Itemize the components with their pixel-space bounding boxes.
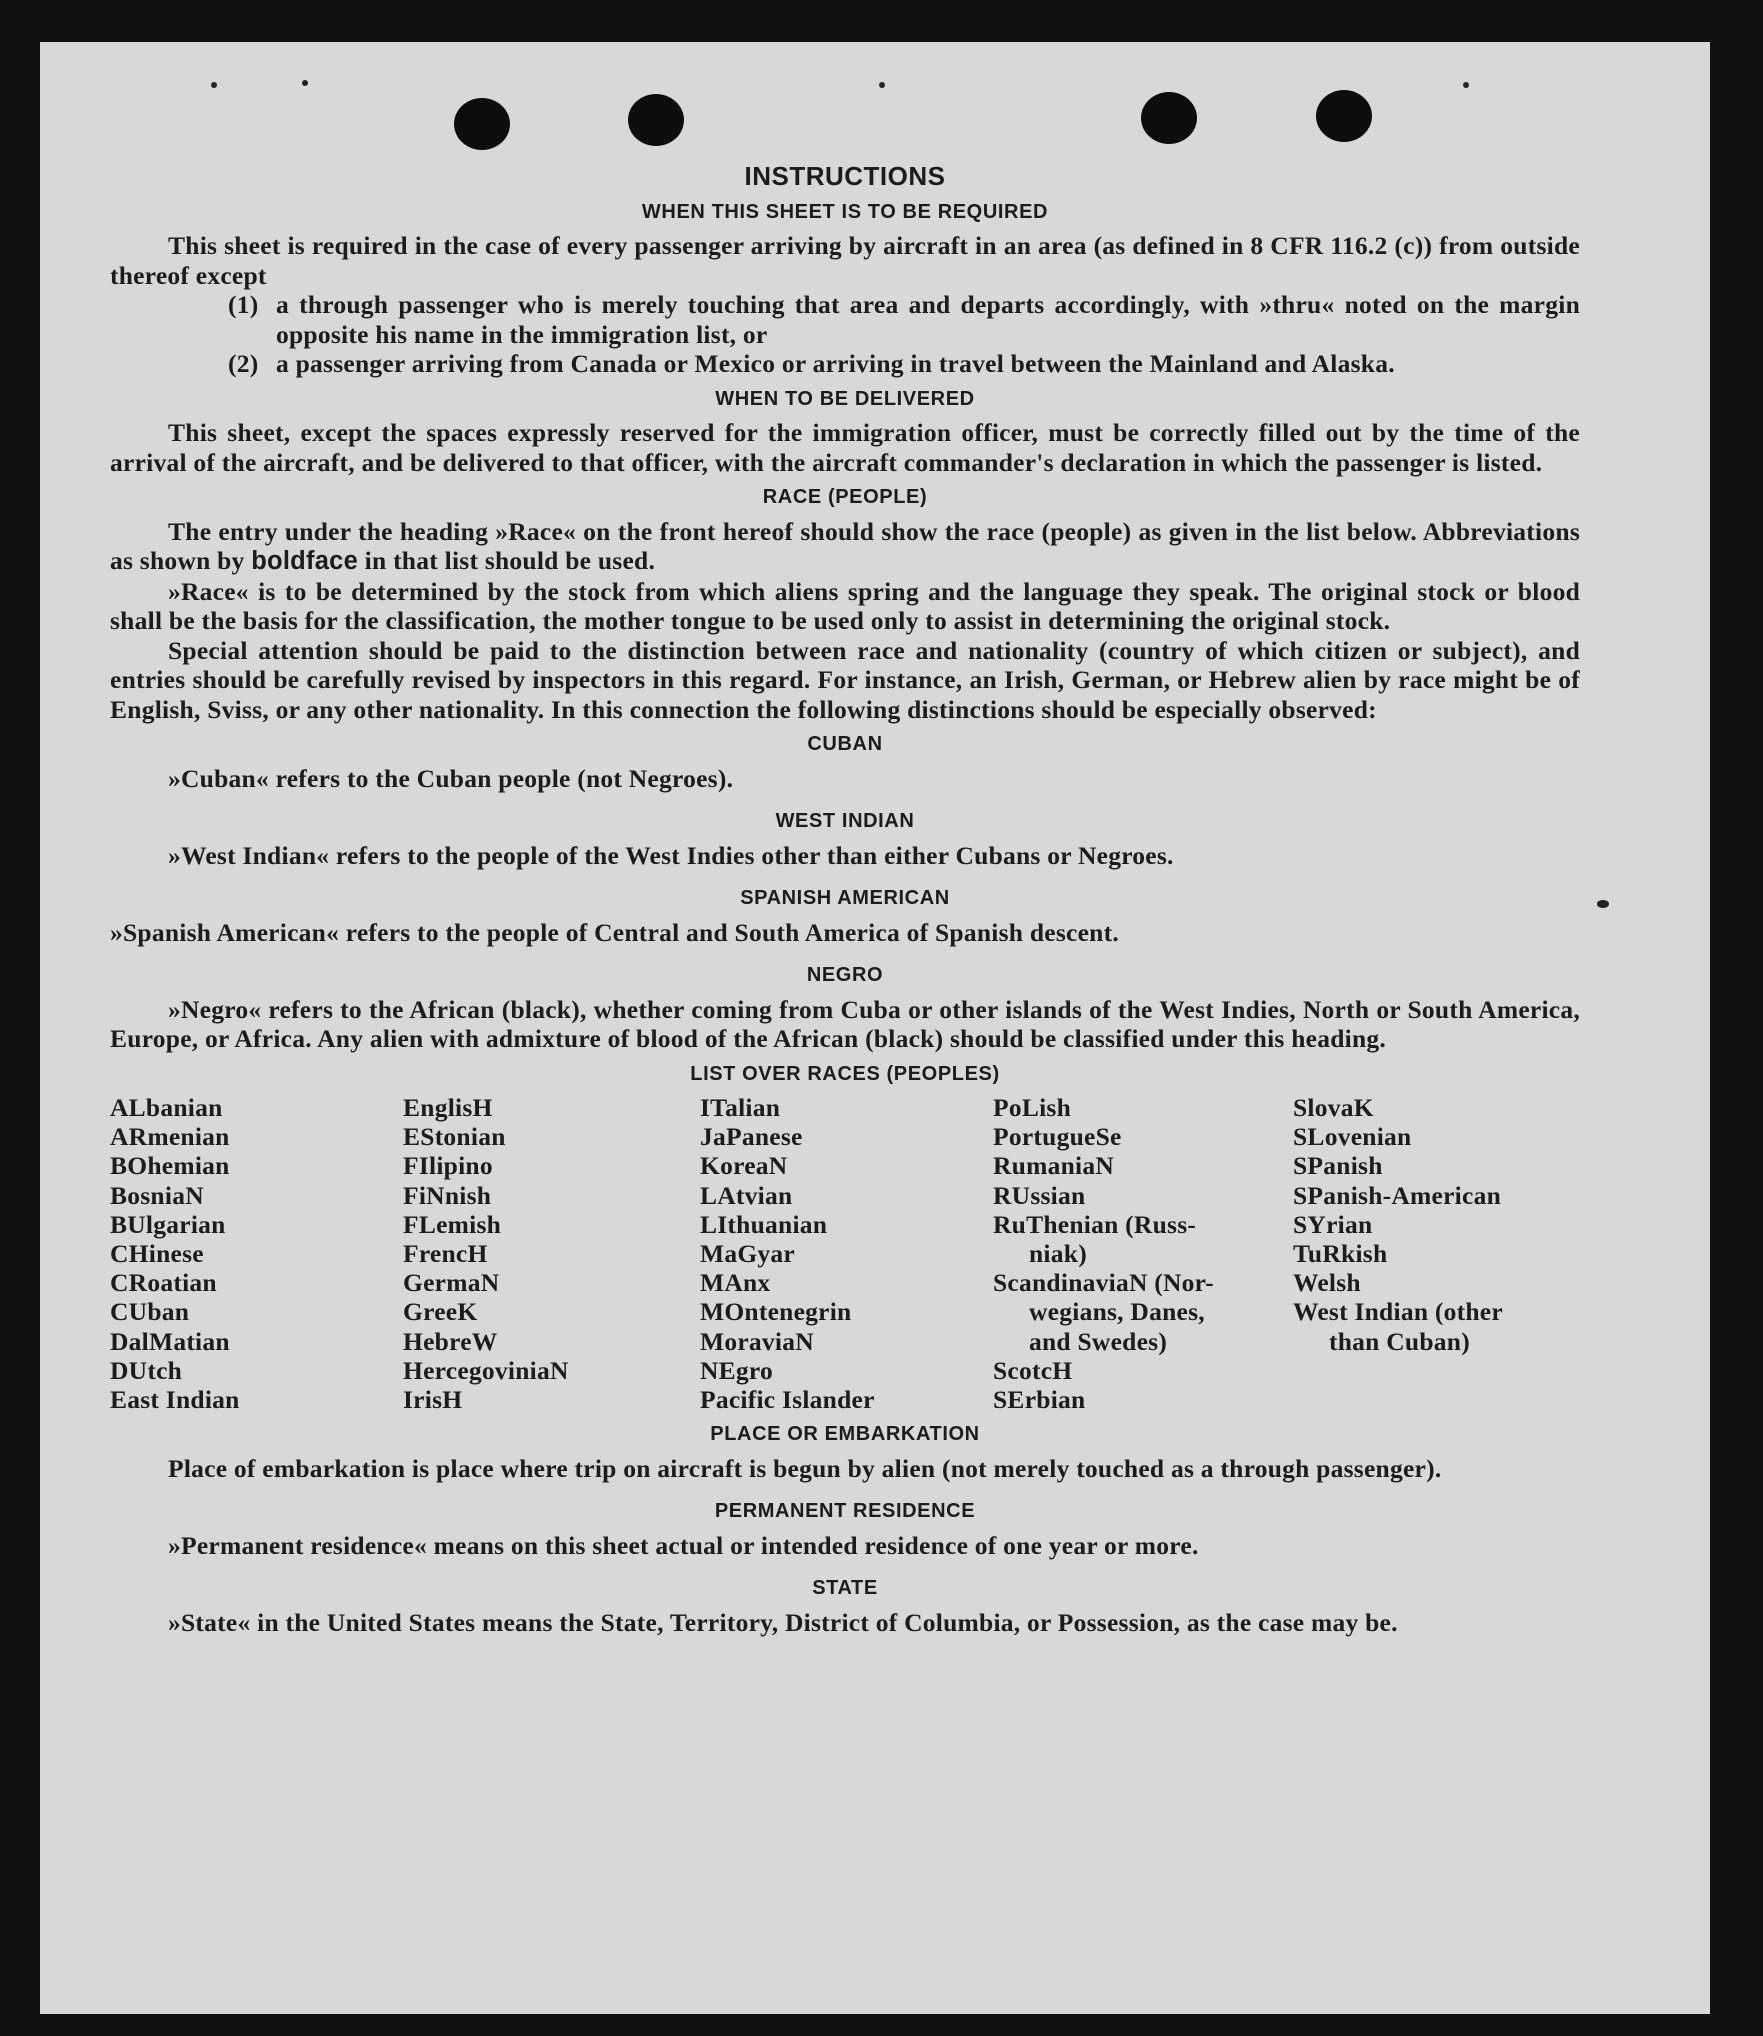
race-column-5 (1293, 1093, 1580, 1414)
race-entry: East Indian (110, 1385, 240, 1415)
race-entry: SErbian (993, 1385, 1086, 1415)
when-delivered-text: This sheet, except the spaces expressly reserved for the immigration officer, must be correctly filled out by the time of the arrival of the aircraft, and be delivered to that officer, with the aircraft commander's declaration in which the passenger is listed. (110, 418, 1580, 477)
intro-except: except (195, 260, 267, 290)
race-entry: PoLish (993, 1093, 1072, 1122)
race-entry: SlovaK (1293, 1093, 1374, 1122)
race-entry: LAtvian (700, 1180, 793, 1210)
punch-hole (1316, 90, 1372, 142)
race-entry: RumaniaN (993, 1151, 1115, 1181)
race-entry-continuation: niak) (1029, 1239, 1087, 1269)
heading-race-list: LIST OVER RACES (PEOPLES) (690, 1062, 1000, 1085)
state-text: »State« in the United States means the State, Territory, District of Columbia, or Possession, as the case may be. (168, 1607, 1398, 1637)
race-entry: MAnx (700, 1268, 771, 1298)
race-p1-boldface: boldface (251, 547, 359, 575)
race-entry: Welsh (1293, 1268, 1361, 1298)
race-entry: MOntenegrin (700, 1297, 852, 1327)
heading-cuban: CUBAN (807, 733, 883, 755)
race-column-1 (110, 1093, 403, 1414)
race-entry: FrencH (403, 1239, 488, 1269)
race-entry: MoraviaN (700, 1326, 814, 1356)
heading-embarkation: PLACE OR EMBARKATION (710, 1423, 980, 1446)
race-entry: Pacific Islander (700, 1385, 875, 1415)
race-entry: PortugueSe (993, 1122, 1122, 1152)
race-entry: SPanish-American (1293, 1180, 1501, 1210)
race-entry: NEgro (700, 1355, 774, 1385)
race-entry-continuation: and Swedes) (1029, 1326, 1168, 1356)
race-entry: West Indian (other (1293, 1297, 1503, 1327)
exception-item-2 (110, 349, 1580, 379)
race-list (110, 1093, 1580, 1414)
intro-text: This sheet is required in the case of every passenger arriving by aircraft in an area (as defined in 8 CFR 116.2 (c)) from outside thereof (110, 231, 1580, 290)
permanent-residence-text: »Permanent residence« means on this sheet actual or intended residence of one year or more. (168, 1530, 1199, 1560)
speck (879, 82, 885, 88)
when-required-intro (110, 231, 1580, 290)
embarkation-text: Place of embarkation is place where trip on aircraft is begun by alien (not merely touched as a through passenger). (168, 1453, 1442, 1483)
instructions-title: INSTRUCTIONS (744, 161, 946, 191)
race-entry-continuation: than Cuban) (1329, 1326, 1470, 1356)
race-entry: FLemish (403, 1209, 502, 1239)
punch-hole (454, 98, 510, 150)
race-entry: RuThenian (Russ- (993, 1209, 1197, 1239)
race-entry: EnglisH (403, 1093, 493, 1122)
race-entry: KoreaN (700, 1151, 788, 1181)
speck (211, 82, 217, 88)
race-entry: CHinese (110, 1239, 204, 1269)
race-entry: FIlipino (403, 1151, 493, 1181)
race-column-2 (403, 1093, 700, 1414)
heading-permanent-residence: PERMANENT RESIDENCE (714, 1500, 976, 1523)
race-entry: JaPanese (700, 1122, 803, 1152)
cuban-text: »Cuban« refers to the Cuban people (not Negroes). (168, 763, 734, 793)
item-number: (2) (228, 349, 259, 378)
spanish-american-text: »Spanish American« refers to the people of Central and South America of Spanish descent. (110, 917, 1119, 947)
race-entry: GermaN (403, 1268, 500, 1298)
race-entry: BUlgarian (110, 1209, 226, 1239)
speck (1597, 900, 1609, 908)
race-entry: HercegoviniaN (403, 1355, 569, 1385)
speck (1463, 82, 1469, 88)
race-entry: FiNnish (403, 1180, 492, 1210)
race-entry: CRoatian (110, 1268, 217, 1298)
punch-hole (628, 94, 684, 146)
race-entry: SLovenian (1293, 1122, 1412, 1152)
heading-state: STATE (812, 1577, 878, 1600)
race-paragraph-3: Special attention should be paid to the distinction between race and nationality (country of which citizen or subject), and entries should be carefully revised by inspectors in this regard. For instance, an Irish, German, or Hebrew alien by race might be of English, Sviss, or any other nationality. In this connection the following distinctions should be especially observed: (110, 635, 1580, 724)
negro-text: »Negro« refers to the African (black), whether coming from Cuba or other islands of the West Indies, North or South America, Europe, or Africa. Any alien with admixture of blood of the African (black) should be classified under this heading. (110, 994, 1580, 1053)
race-column-3 (700, 1093, 993, 1414)
race-entry: MaGyar (700, 1239, 795, 1269)
race-entry: DUtch (110, 1355, 183, 1385)
race-p1-text-end: in that list should be used. (358, 546, 656, 575)
race-entry: ITalian (700, 1093, 781, 1122)
item-text: a passenger arriving from Canada or Mexico or arriving in travel between the Mainland and Alaska. (276, 349, 1395, 378)
punch-hole (1141, 92, 1197, 144)
race-entry: IrisH (403, 1385, 463, 1415)
race-column-4 (993, 1093, 1293, 1414)
instructions-content (110, 162, 1580, 1637)
race-entry: ScandinaviaN (Nor- (993, 1268, 1215, 1298)
heading-race: RACE (PEOPLE) (762, 486, 928, 508)
race-entry: CUban (110, 1297, 190, 1327)
race-entry: TuRkish (1293, 1239, 1388, 1269)
race-entry: SPanish (1293, 1151, 1383, 1181)
race-paragraph-1 (110, 517, 1580, 577)
race-entry: ALbanian (110, 1093, 223, 1122)
race-entry: LIthuanian (700, 1209, 828, 1239)
race-entry: HebreW (403, 1326, 498, 1356)
race-entry: DalMatian (110, 1326, 230, 1356)
race-entry: BosniaN (110, 1180, 204, 1210)
heading-spanish-american: SPANISH AMERICAN (740, 887, 950, 909)
race-entry-continuation: wegians, Danes, (1029, 1297, 1205, 1327)
race-entry: GreeK (403, 1297, 478, 1327)
race-entry: RUssian (993, 1180, 1086, 1210)
exception-item-1 (110, 290, 1580, 349)
race-p1-text: The entry under the heading »Race« on the front hereof should show the race (people) as given in the list below. Abbreviations as shown by (110, 516, 1580, 575)
race-entry: EStonian (403, 1122, 506, 1152)
heading-when-required: WHEN THIS SHEET IS TO BE REQUIRED (641, 200, 1049, 223)
race-entry: BOhemian (110, 1151, 230, 1181)
race-entry: SYrian (1293, 1209, 1373, 1239)
item-text: a through passenger who is merely touching that area and departs accordingly, with »thru« noted on the margin opposite his name in the immigration list, or (276, 290, 1580, 349)
race-paragraph-2: »Race« is to be determined by the stock from which aliens spring and the language they speak. The original stock or blood shall be the basis for the classification, the mother tongue to be used only to assist in determining the original stock. (110, 576, 1580, 635)
document-sheet (40, 42, 1710, 2014)
heading-when-delivered: WHEN TO BE DELIVERED (715, 387, 975, 410)
speck (302, 80, 308, 86)
heading-west-indian: WEST INDIAN (775, 810, 915, 832)
item-number: (1) (228, 290, 259, 319)
heading-negro: NEGRO (806, 964, 884, 986)
west-indian-text: »West Indian« refers to the people of the West Indies other than either Cubans or Negroes. (168, 840, 1174, 870)
race-entry: ARmenian (110, 1122, 230, 1152)
race-entry: ScotcH (993, 1355, 1073, 1385)
